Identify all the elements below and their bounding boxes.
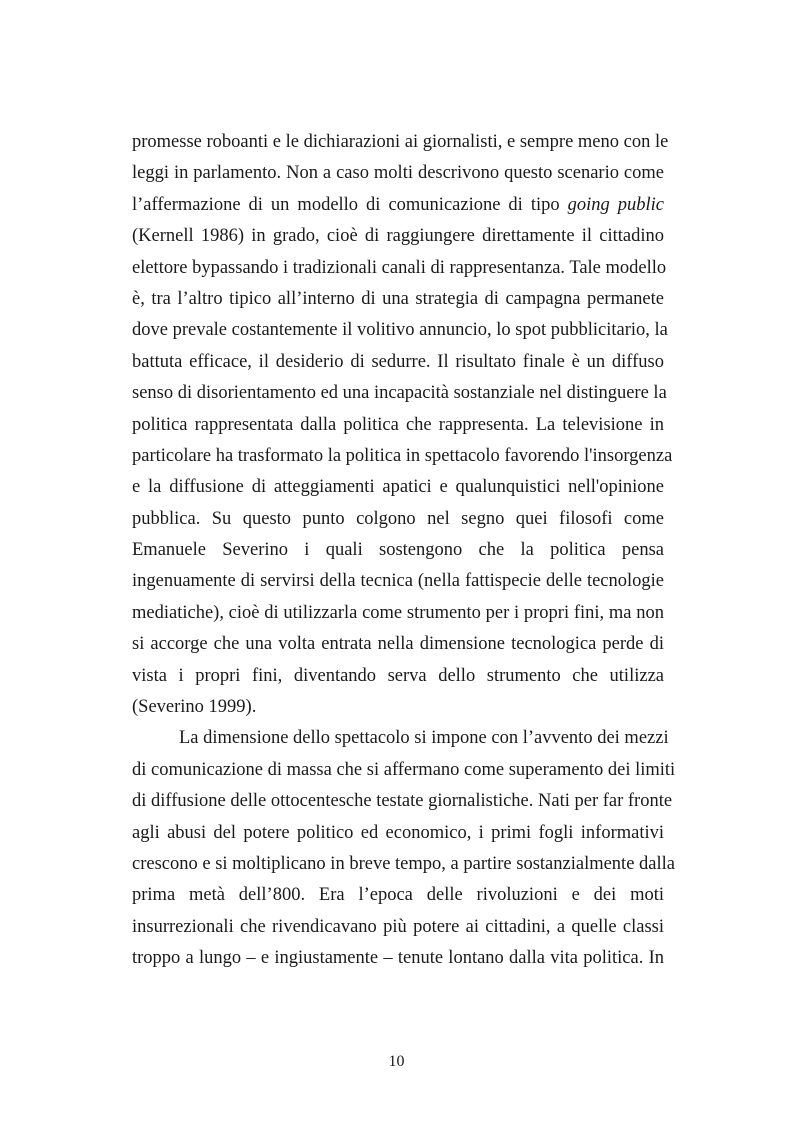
paragraph-line: leggi in parlamento. Non a caso molti descrivono questo scenario come — [132, 163, 664, 184]
line-text: l’affermazione di un modello di comunicazione di tipo — [132, 194, 568, 215]
paragraph-line: (Severino 1999). — [132, 697, 257, 718]
paragraph-line: mediatiche), cioè di utilizzarla come strumento per i propri fini, ma non — [132, 602, 664, 623]
paragraph-line: elettore bypassando i tradizionali canali di rappresentanza. Tale modello — [132, 257, 667, 278]
body-text — [132, 127, 676, 975]
paragraph-line: senso di disorientamento ed una incapacità sostanziale nel distinguere la — [132, 383, 667, 404]
page-number: 10 — [388, 1053, 405, 1070]
paragraph-line: battuta efficace, il desiderio di sedurre. Il risultato finale è un diffuso — [132, 351, 664, 372]
paragraph-line: troppo a lungo – e ingiustamente – tenute lontano dalla vita politica. In — [132, 948, 664, 969]
paragraph-line: ingenuamente di servirsi della tecnica (nella fattispecie delle tecnologie — [132, 571, 664, 592]
paragraph-line: agli abusi del potere politico ed economico, i primi fogli informativi — [132, 822, 664, 843]
paragraph-line: dove prevale costantemente il volitivo annuncio, lo spot pubblicitario, la — [132, 320, 668, 341]
paragraph-line: è, tra l’altro tipico all’interno di una strategia di campagna permanete — [132, 288, 664, 309]
paragraph-line: di diffusione delle ottocentesche testate giornalistiche. Nati per far fronte — [132, 791, 673, 812]
paragraph-line: prima metà dell’800. Era l’epoca delle rivoluzioni e dei moti — [132, 885, 664, 906]
paragraph-line: di comunicazione di massa che si affermano come superamento dei limiti — [132, 759, 676, 780]
paragraph-line: vista i propri fini, diventando serva dello strumento che utilizza — [132, 665, 664, 686]
paragraph-line: pubblica. Su questo punto colgono nel segno quei filosofi come — [132, 508, 664, 529]
paragraph-line: promesse roboanti e le dichiarazioni ai giornalisti, e sempre meno con le — [132, 132, 669, 152]
paragraph-line — [132, 190, 664, 221]
italic-term: going public — [567, 194, 664, 215]
paragraph-line: crescono e si moltiplicano in breve tempo, a partire sostanzialmente dalla — [132, 853, 675, 874]
paragraph-line: politica rappresentata dalla politica che rappresenta. La televisione in — [132, 414, 664, 435]
paragraph-line: insurrezionali che rivendicavano più potere ai cittadini, a quelle classi — [132, 916, 664, 937]
paragraph-line: si accorge che una volta entrata nella dimensione tecnologica perde di — [132, 634, 664, 655]
paragraph-line: Emanuele Severino i quali sostengono che la politica pensa — [132, 540, 664, 561]
paragraph-line: La dimensione dello spettacolo si impone con l’avvento dei mezzi — [179, 728, 669, 749]
paragraph-line: (Kernell 1986) in grado, cioè di raggiungere direttamente il cittadino — [132, 226, 664, 247]
paragraph-line: particolare ha trasformato la politica in spettacolo favorendo l'insorgenza — [132, 445, 673, 466]
paragraph-line: e la diffusione di atteggiamenti apatici e qualunquistici nell'opinione — [132, 477, 664, 498]
